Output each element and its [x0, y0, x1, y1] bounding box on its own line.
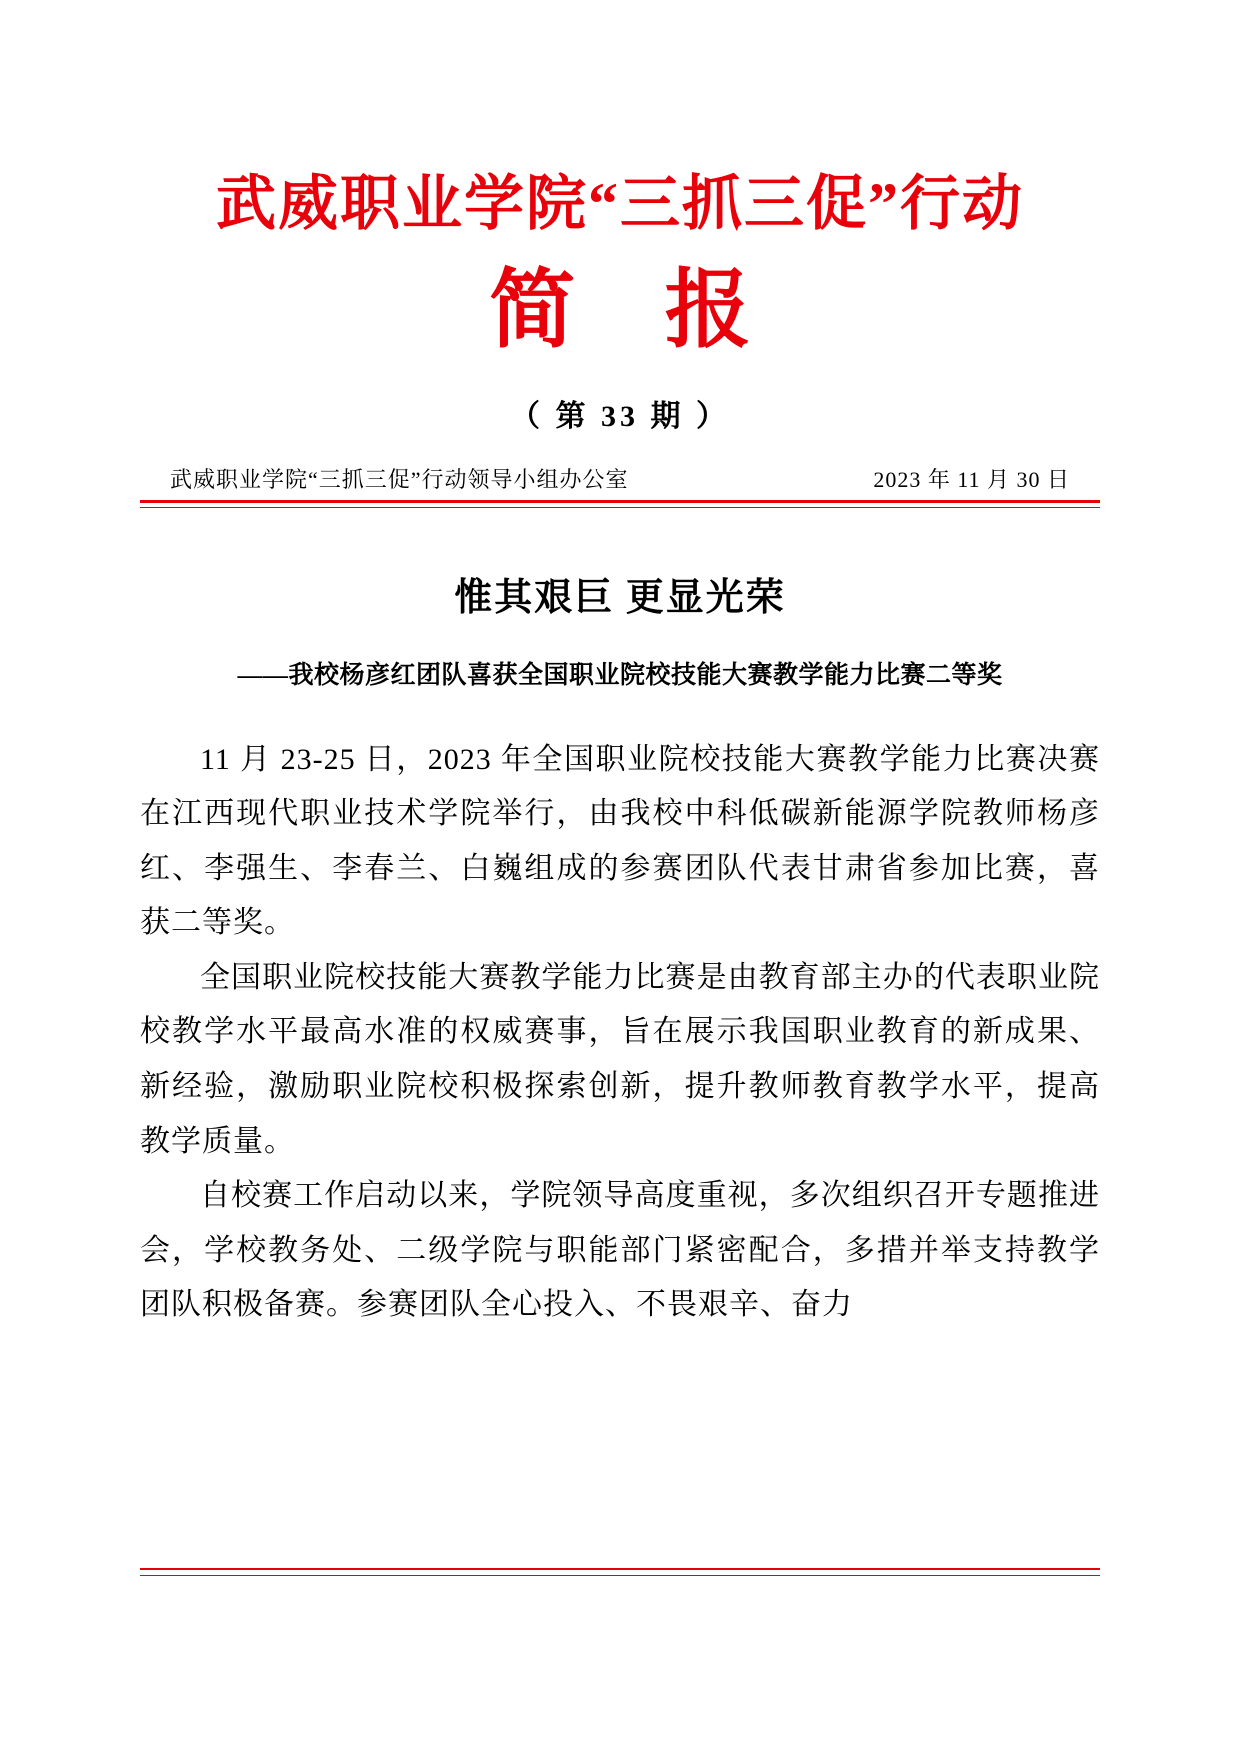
article-headline: 惟其艰巨 更显光荣 [454, 576, 786, 619]
footer-rule-top [140, 1568, 1100, 1570]
masthead-rule-thin [140, 507, 1100, 508]
masthead [140, 0, 1100, 435]
paragraph: 自校赛工作启动以来，学院领导高度重视，多次组织召开专题推进会，学校教务处、二级学院与职能部门紧密配合，多措并举支持教学团队积极备赛。参赛团队全心投入、不畏艰辛、奋力 [140, 1179, 1100, 1322]
issue-number: （ 第 33 期 ） [510, 399, 730, 433]
article-body [140, 733, 1100, 1334]
masthead-rule-thick [140, 500, 1100, 503]
footer-rule-bottom [140, 1575, 1100, 1576]
paragraph: 全国职业院校技能大赛教学能力比赛是由教育部主办的代表职业院校教学水平最高水准的权威赛事，旨在展示我国职业教育的新成果、新经验，激励职业院校积极探索创新，提升教师教育教学水平，提高教学质量。 [140, 960, 1100, 1158]
imprint-row [140, 463, 1100, 500]
issuing-office: 武威职业学院“三抓三促”行动领导小组办公室 [170, 466, 629, 492]
issue-date: 2023 年 11 月 30 日 [873, 466, 1070, 492]
masthead-subtitle: 简 报 [489, 262, 785, 358]
paragraph: 11 月 23-25 日，2023 年全国职业院校技能大赛教学能力比赛决赛在江西现代职业技术学院举行，由我校中科低碳新能源学院教师杨彦红、李强生、李春兰、白巍组成的参赛团队代表甘肃省参加比赛，喜获二等奖。 [140, 742, 1100, 940]
masthead-title: 武威职业学院“三抓三促”行动 [216, 171, 1024, 237]
footer-rules [140, 1568, 1100, 1576]
article-subheadline: ——我校杨彦红团队喜获全国职业院校技能大赛教学能力比赛二等奖 [237, 661, 1003, 689]
